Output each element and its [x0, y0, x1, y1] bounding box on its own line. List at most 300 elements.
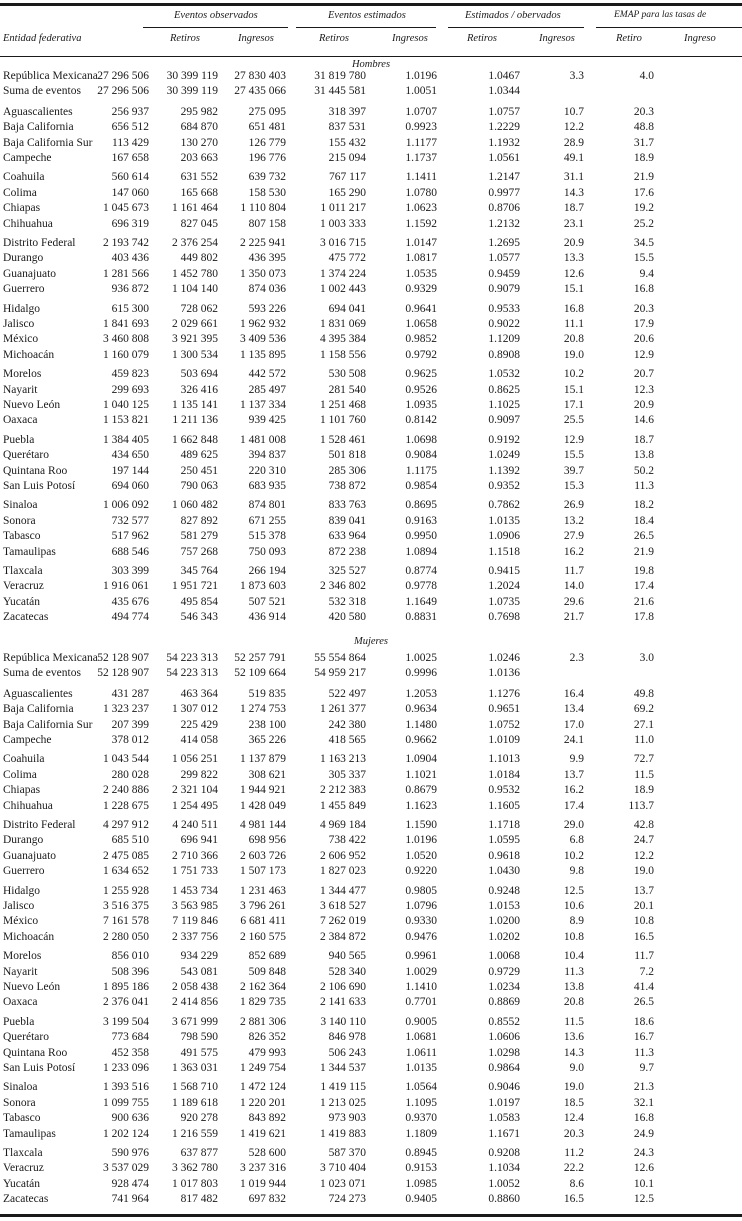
cell-value: 113.7: [628, 799, 654, 812]
cell-value: 517 962: [111, 530, 149, 543]
cell-value: 1.1480: [405, 718, 437, 731]
cell-value: 1 951 721: [172, 580, 218, 593]
entity-name: México: [3, 915, 39, 928]
cell-value: 1.0658: [405, 318, 437, 330]
cell-value: 17.4: [563, 799, 584, 812]
cell-value: 18.9: [633, 784, 654, 797]
cell-value: 1.0623: [405, 202, 437, 215]
cell-value: 0.8908: [488, 348, 520, 361]
cell-value: 25.2: [633, 217, 654, 230]
cell-value: 1.1410: [405, 981, 437, 993]
entity-name: Morelos: [3, 368, 42, 381]
cell-value: 308 621: [248, 768, 286, 781]
group-underline: [296, 27, 436, 28]
cell-value: 1.1025: [488, 399, 520, 411]
cell-value: 1 254 495: [172, 799, 218, 812]
cell-value: 1 003 333: [320, 217, 366, 230]
cell-value: 27 296 506: [97, 85, 149, 98]
cell-value: 19.0: [563, 1081, 584, 1094]
table-row: [0, 317, 742, 332]
cell-value: 12.3: [633, 383, 654, 396]
cell-value: 2 162 364: [240, 981, 286, 993]
cell-value: 0.8625: [488, 383, 520, 396]
cell-value: 12.2: [563, 121, 584, 134]
cell-value: 18.2: [633, 499, 654, 512]
cell-value: 1.0611: [405, 1046, 437, 1059]
cell-value: 11.3: [564, 965, 584, 978]
cell-value: 1 160 079: [103, 348, 149, 361]
cell-value: 3 409 536: [240, 333, 286, 346]
cell-value: 4 240 511: [172, 819, 218, 831]
cell-value: 1.1623: [405, 799, 437, 812]
cell-value: 9.9: [569, 753, 584, 766]
cell-value: 2 376 041: [103, 996, 149, 1009]
cell-value: 7.2: [639, 965, 654, 978]
cell-value: 852 689: [248, 950, 286, 963]
cell-value: 20.6: [633, 333, 654, 346]
cell-value: 15.5: [563, 449, 584, 462]
cell-value: 0.9923: [405, 121, 437, 134]
cell-value: 15.5: [633, 252, 654, 265]
cell-value: 41.4: [633, 981, 654, 993]
table-row: [0, 995, 742, 1010]
cell-value: 21.9: [633, 171, 654, 184]
cell-value: 1.0344: [488, 85, 520, 98]
table-row: [0, 170, 742, 185]
cell-value: 203 663: [180, 152, 218, 164]
entity-name: Zacatecas: [3, 1193, 49, 1206]
cell-value: 1 006 092: [103, 499, 149, 512]
cell-value: 49.8: [633, 687, 654, 700]
cell-value: 757 268: [180, 545, 218, 558]
cell-value: 1 363 031: [172, 1062, 218, 1074]
cell-value: 21.7: [563, 611, 584, 624]
cell-value: 1 895 186: [103, 981, 149, 993]
cell-value: 3.0: [639, 652, 654, 664]
entity-name: Guanajuato: [3, 267, 57, 280]
cell-value: 0.9854: [405, 480, 437, 492]
cell-value: 24.3: [633, 1147, 654, 1159]
cell-value: 509 848: [248, 965, 286, 978]
cell-value: 1 099 755: [103, 1096, 149, 1109]
entity-name: Jalisco: [3, 900, 35, 912]
entity-name: Puebla: [3, 433, 35, 446]
cell-value: 325 527: [328, 565, 366, 577]
cell-value: 587 370: [328, 1147, 366, 1159]
cell-value: 0.9651: [488, 703, 520, 716]
cell-value: 18.7: [563, 202, 584, 215]
cell-value: 16.8: [633, 283, 654, 296]
cell-value: 1 220 201: [240, 1096, 286, 1109]
cell-value: 54 959 217: [314, 667, 366, 680]
cell-value: 1 350 073: [240, 267, 286, 280]
cell-value: 790 063: [180, 480, 218, 492]
cell-value: 54 223 313: [166, 652, 218, 664]
cell-value: 1.2053: [405, 687, 437, 700]
group-header-observed: Eventos observados: [174, 10, 258, 21]
entity-name: República Mexicana: [3, 652, 98, 664]
cell-value: 0.9248: [488, 884, 520, 897]
cell-value: 1 634 652: [103, 865, 149, 878]
cell-value: 843 892: [248, 1112, 286, 1125]
cell-value: 724 273: [328, 1193, 366, 1206]
cell-value: 696 941: [180, 834, 218, 847]
cell-value: 9.8: [569, 865, 584, 878]
entity-name: Colima: [3, 768, 37, 781]
column-header: Ingreso: [684, 33, 716, 44]
cell-value: 1 873 603: [240, 580, 286, 593]
entity-name: Tabasco: [3, 530, 41, 543]
cell-value: 1 137 879: [240, 753, 286, 766]
cell-value: 18.6: [633, 1015, 654, 1028]
cell-value: 2 376 254: [172, 237, 218, 249]
cell-value: 0.9977: [488, 186, 520, 199]
table-row: [0, 949, 742, 964]
cell-value: 1.1592: [405, 217, 437, 230]
entity-name: Tlaxcala: [3, 565, 43, 577]
table-row: [0, 348, 742, 363]
table-row: [0, 69, 742, 84]
cell-value: 0.7698: [488, 611, 520, 624]
cell-value: 1.0147: [405, 237, 437, 249]
entity-name: Sinaloa: [3, 499, 38, 512]
cell-value: 14.3: [563, 1046, 584, 1059]
cell-value: 491 575: [180, 1046, 218, 1059]
cell-value: 22.2: [563, 1162, 584, 1175]
entity-name: Durango: [3, 834, 44, 847]
cell-value: 1 249 754: [240, 1062, 286, 1074]
cell-value: 167 658: [111, 152, 149, 164]
cell-value: 13.7: [633, 884, 654, 897]
cell-value: 1.1605: [488, 799, 520, 812]
cell-value: 546 343: [180, 611, 218, 624]
cell-value: 1.0577: [488, 252, 520, 265]
cell-value: 1 393 516: [103, 1081, 149, 1094]
cell-value: 69.2: [633, 703, 654, 716]
cell-value: 530 508: [328, 368, 366, 381]
cell-value: 1 211 136: [172, 414, 218, 427]
cell-value: 0.7862: [488, 499, 520, 512]
cell-value: 242 380: [328, 718, 366, 731]
cell-value: 1 384 405: [103, 433, 149, 446]
entity-name: Oaxaca: [3, 414, 38, 427]
cell-value: 31.7: [633, 136, 654, 149]
cell-value: 1 300 534: [172, 348, 218, 361]
cell-value: 1 056 251: [172, 753, 218, 766]
cell-value: 639 732: [248, 171, 286, 184]
cell-value: 0.9370: [405, 1112, 437, 1125]
table-row: [0, 864, 742, 879]
cell-value: 936 872: [111, 283, 149, 296]
cell-value: 0.9046: [488, 1081, 520, 1094]
column-header: Retiro: [616, 33, 642, 44]
cell-value: 1.1276: [488, 687, 520, 700]
table-row: [0, 545, 742, 560]
table-row: [0, 398, 742, 413]
cell-value: 807 158: [248, 217, 286, 230]
cell-value: 1 344 537: [320, 1062, 366, 1074]
entity-name: Hidalgo: [3, 302, 41, 315]
cell-value: 414 058: [180, 734, 218, 746]
cell-value: 266 194: [248, 565, 286, 577]
table-row: [0, 464, 742, 479]
cell-value: 631 552: [180, 171, 218, 184]
cell-value: 207 399: [111, 718, 149, 731]
cell-value: 2 346 802: [320, 580, 366, 593]
cell-value: 503 694: [180, 368, 218, 381]
table-row: [0, 914, 742, 929]
cell-value: 0.9618: [488, 849, 520, 862]
cell-value: 1.0135: [488, 514, 520, 527]
table-row: [0, 367, 742, 382]
cell-value: 299 693: [111, 383, 149, 396]
table-row: [0, 105, 742, 120]
cell-value: 939 425: [248, 414, 286, 427]
entity-name: Tamaulipas: [3, 1127, 56, 1140]
cell-value: 12.5: [633, 1193, 654, 1206]
cell-value: 1.0200: [488, 915, 520, 928]
cell-value: 1.0595: [488, 834, 520, 847]
cell-value: 637 877: [180, 1147, 218, 1159]
table-row: [0, 687, 742, 702]
cell-value: 1.0298: [488, 1046, 520, 1059]
cell-value: 1.1175: [405, 464, 437, 477]
entity-name: Suma de eventos: [3, 85, 81, 98]
cell-value: 16.4: [563, 687, 584, 700]
group-header-estimated: Eventos estimados: [328, 10, 406, 21]
cell-value: 12.4: [563, 1112, 584, 1125]
cell-value: 522 497: [328, 687, 366, 700]
cell-value: 20.3: [633, 105, 654, 118]
cell-value: 28.9: [563, 136, 584, 149]
cell-value: 1 307 012: [172, 703, 218, 716]
entity-name: Tamaulipas: [3, 545, 56, 558]
cell-value: 0.9329: [405, 283, 437, 296]
table-row: [0, 332, 742, 347]
cell-value: 1.0246: [488, 652, 520, 664]
cell-value: 1 662 848: [172, 433, 218, 446]
cell-value: 1 216 559: [172, 1127, 218, 1140]
cell-value: 13.3: [563, 252, 584, 265]
entity-name: Tabasco: [3, 1112, 41, 1125]
cell-value: 2 225 941: [240, 237, 286, 249]
cell-value: 532 318: [328, 595, 366, 608]
cell-value: 1.1671: [488, 1127, 520, 1140]
cell-value: 431 287: [111, 687, 149, 700]
cell-value: 365 226: [248, 734, 286, 746]
cell-value: 285 306: [328, 464, 366, 477]
cell-value: 29.6: [563, 595, 584, 608]
cell-value: 940 565: [328, 950, 366, 963]
table-row: [0, 799, 742, 814]
cell-value: 0.9405: [405, 1193, 437, 1206]
cell-value: 684 870: [180, 121, 218, 134]
cell-value: 528 340: [328, 965, 366, 978]
cell-value: 1 104 140: [172, 283, 218, 296]
table-row: [0, 733, 742, 748]
cell-value: 0.9022: [488, 318, 520, 330]
cell-value: 1 023 071: [320, 1177, 366, 1190]
entity-name: Campeche: [3, 734, 52, 746]
cell-value: 459 823: [111, 368, 149, 381]
table-row: [0, 84, 742, 99]
cell-value: 9.4: [639, 267, 654, 280]
cell-value: 463 364: [180, 687, 218, 700]
cell-value: 20.3: [633, 302, 654, 315]
cell-value: 165 290: [328, 186, 366, 199]
table-row: [0, 302, 742, 317]
cell-value: 19.2: [633, 202, 654, 215]
cell-value: 10.2: [563, 849, 584, 862]
table-row: [0, 514, 742, 529]
cell-value: 0.8831: [405, 611, 437, 624]
cell-value: 651 481: [248, 121, 286, 134]
cell-value: 26.5: [633, 530, 654, 543]
table-bottom-rule: [0, 1214, 742, 1217]
cell-value: 928 474: [111, 1177, 149, 1190]
cell-value: 874 036: [248, 283, 286, 296]
entity-name: Nayarit: [3, 965, 38, 978]
cell-value: 0.9805: [405, 884, 437, 897]
cell-value: 6.8: [569, 834, 584, 847]
cell-value: 3.3: [569, 70, 584, 82]
cell-value: 403 436: [111, 252, 149, 265]
cell-value: 394 837: [248, 449, 286, 462]
entity-name: Morelos: [3, 950, 42, 963]
cell-value: 2 337 756: [172, 930, 218, 943]
cell-value: 773 684: [111, 1031, 149, 1044]
cell-value: 3 921 395: [172, 333, 218, 346]
entity-name: Sonora: [3, 1096, 36, 1109]
cell-value: 16.5: [633, 930, 654, 943]
cell-value: 1 419 621: [240, 1127, 286, 1140]
table-row: [0, 1015, 742, 1030]
entity-name: Guerrero: [3, 283, 45, 296]
cell-value: 1.0196: [405, 70, 437, 82]
cell-value: 837 531: [328, 121, 366, 134]
cell-value: 0.9415: [488, 565, 520, 577]
cell-value: 303 399: [111, 565, 149, 577]
cell-value: 1.0196: [405, 834, 437, 847]
cell-value: 42.8: [633, 819, 654, 831]
cell-value: 0.9634: [405, 703, 437, 716]
cell-value: 0.9208: [488, 1147, 520, 1159]
cell-value: 0.8945: [405, 1147, 437, 1159]
cell-value: 0.9961: [405, 950, 437, 963]
entity-name: Baja California: [3, 121, 74, 134]
cell-value: 20.8: [563, 333, 584, 346]
cell-value: 732 577: [111, 514, 149, 527]
cell-value: 1 043 544: [103, 753, 149, 766]
cell-value: 846 978: [328, 1031, 366, 1044]
cell-value: 10.4: [563, 950, 584, 963]
cell-value: 1.0197: [488, 1096, 520, 1109]
column-header: Retiros: [170, 33, 200, 44]
cell-value: 3 199 504: [103, 1015, 149, 1028]
cell-value: 798 590: [180, 1031, 218, 1044]
entity-name: Quintana Roo: [3, 464, 68, 477]
cell-value: 13.7: [563, 768, 584, 781]
cell-value: 3 140 110: [320, 1015, 366, 1028]
cell-value: 21.6: [633, 595, 654, 608]
cell-value: 9.7: [639, 1062, 654, 1074]
cell-value: 2 881 306: [240, 1015, 286, 1028]
cell-value: 2 606 952: [320, 849, 366, 862]
cell-value: 0.9662: [405, 734, 437, 746]
entity-name: Chihuahua: [3, 799, 53, 812]
table-row: [0, 930, 742, 945]
cell-value: 1.0153: [488, 900, 520, 912]
cell-value: 225 429: [180, 718, 218, 731]
table-row: [0, 1111, 742, 1126]
cell-value: 528 600: [248, 1147, 286, 1159]
cell-value: 1 831 069: [320, 318, 366, 330]
cell-value: 1 281 566: [103, 267, 149, 280]
cell-value: 1.0202: [488, 930, 520, 943]
cell-value: 1.1095: [405, 1096, 437, 1109]
table-row: [0, 1096, 742, 1111]
column-header: Ingresos: [238, 33, 274, 44]
cell-value: 281 540: [328, 383, 366, 396]
cell-value: 19.0: [563, 348, 584, 361]
cell-value: 1 233 096: [103, 1062, 149, 1074]
cell-value: 3 537 029: [103, 1162, 149, 1175]
cell-value: 501 818: [328, 449, 366, 462]
cell-value: 683 935: [248, 480, 286, 492]
cell-value: 1.1411: [405, 171, 437, 184]
cell-value: 515 378: [248, 530, 286, 543]
cell-value: 2 384 872: [320, 930, 366, 943]
cell-value: 2 321 104: [172, 784, 218, 797]
cell-value: 10.8: [633, 915, 654, 928]
cell-value: 1 202 124: [103, 1127, 149, 1140]
cell-value: 1 916 061: [103, 580, 149, 593]
entity-name: Distrito Federal: [3, 819, 76, 831]
cell-value: 1 453 734: [172, 884, 218, 897]
cell-value: 1 944 921: [240, 784, 286, 797]
cell-value: 1.0136: [488, 667, 520, 680]
entity-name: Michoacán: [3, 930, 55, 943]
entity-name: Sinaloa: [3, 1081, 38, 1094]
cell-value: 13.2: [563, 514, 584, 527]
cell-value: 52 257 791: [234, 652, 286, 664]
cell-value: 1.0068: [488, 950, 520, 963]
cell-value: 508 396: [111, 965, 149, 978]
cell-value: 27 830 403: [234, 70, 286, 82]
cell-value: 1.0051: [405, 85, 437, 98]
cell-value: 694 060: [111, 480, 149, 492]
cell-value: 1 261 377: [320, 703, 366, 716]
entity-name: Coahuila: [3, 171, 45, 184]
cell-value: 0.9005: [405, 1015, 437, 1028]
cell-value: 27 435 066: [234, 85, 286, 98]
cell-value: 685 510: [111, 834, 149, 847]
cell-value: 2 475 085: [103, 849, 149, 862]
cell-value: 1 213 025: [320, 1096, 366, 1109]
cell-value: 0.8860: [488, 1193, 520, 1206]
cell-value: 21.9: [633, 545, 654, 558]
cell-value: 10.1: [633, 1177, 654, 1190]
cell-value: 25.5: [563, 414, 584, 427]
cell-value: 24.1: [563, 734, 584, 746]
cell-value: 27 296 506: [97, 70, 149, 82]
cell-value: 12.9: [563, 433, 584, 446]
cell-value: 1.1392: [488, 464, 520, 477]
cell-value: 1 374 224: [320, 267, 366, 280]
cell-value: 1 135 895: [240, 348, 286, 361]
entity-name: Querétaro: [3, 1031, 49, 1044]
cell-value: 17.1: [563, 399, 584, 411]
